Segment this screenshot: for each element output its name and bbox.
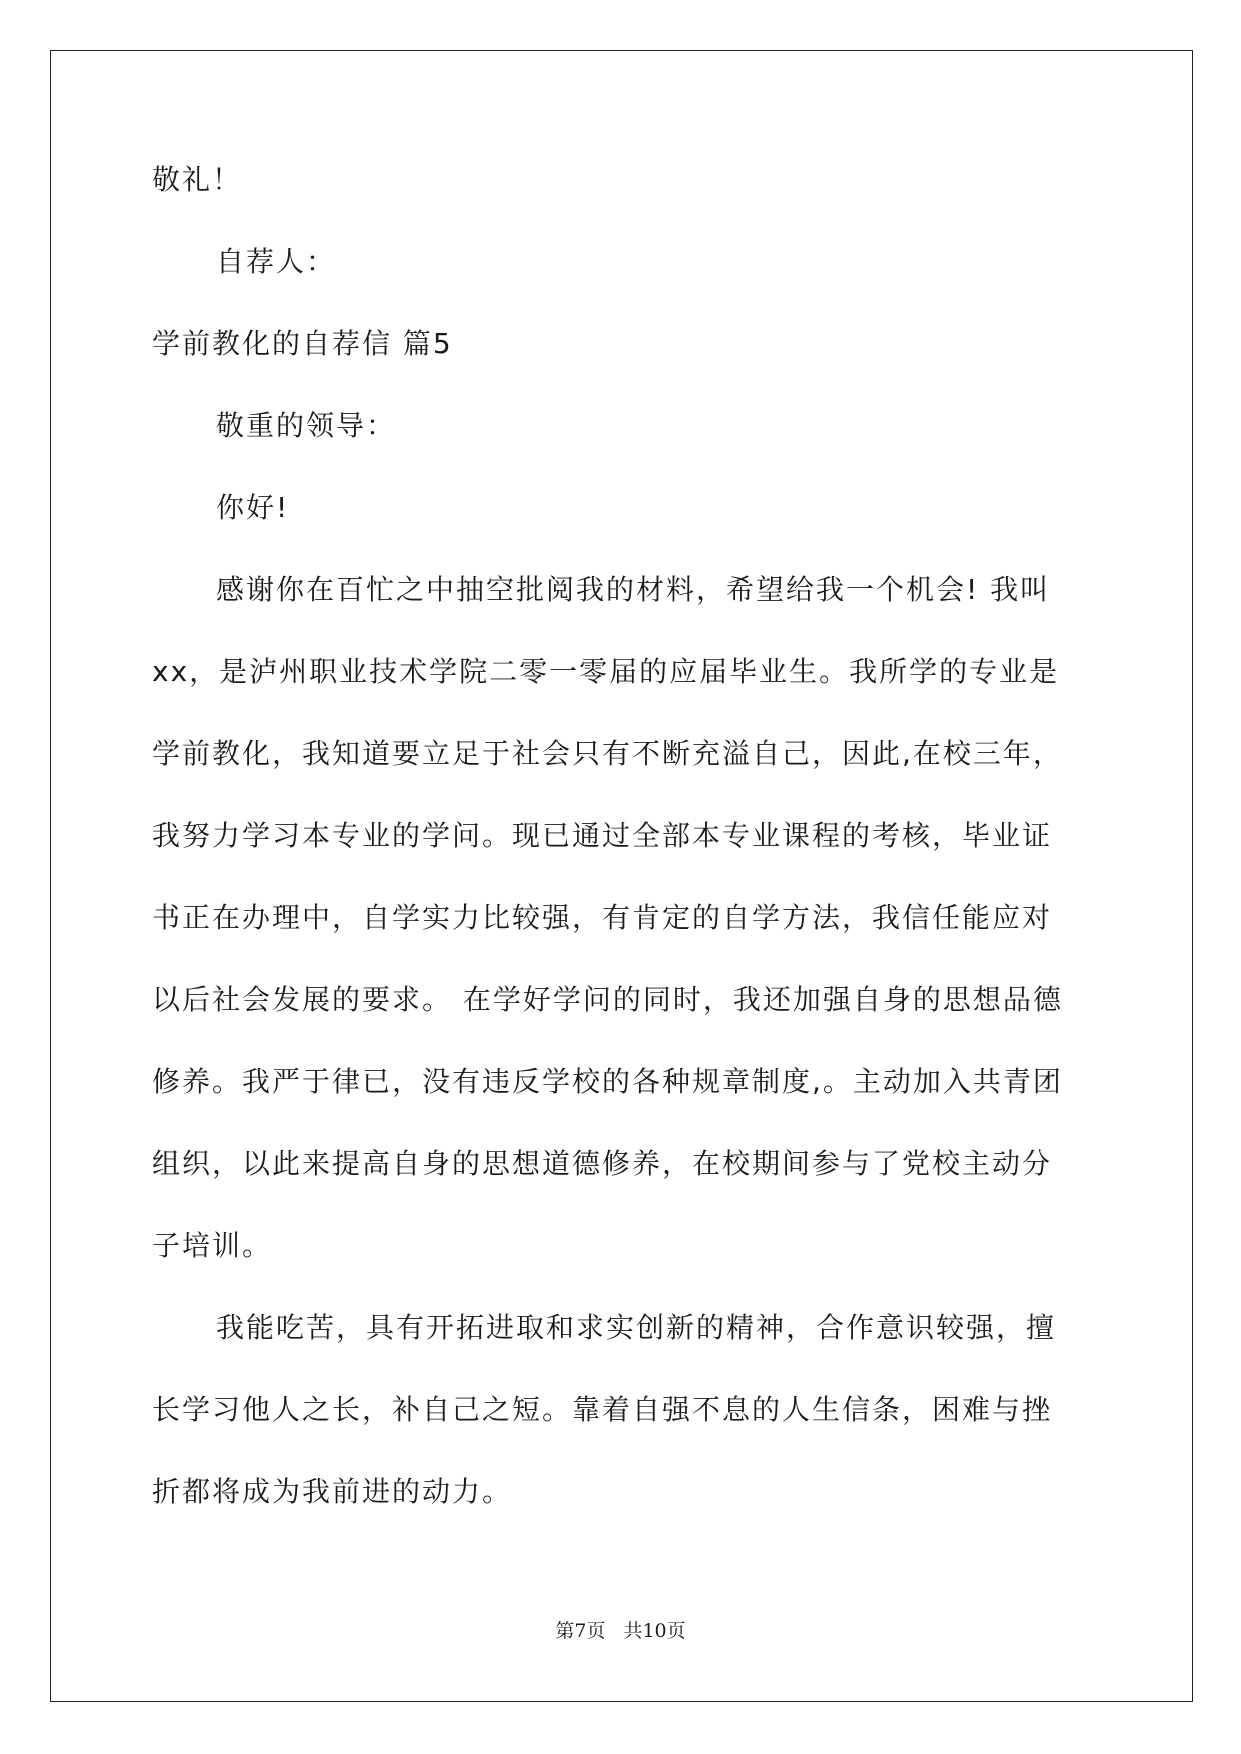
page-total: 共10页 <box>623 1620 686 1642</box>
paragraph-line: 学前教化，我知道要立足于社会只有不断充溢自己，因此,在校三年， <box>152 737 1063 770</box>
paragraph-line: 子培训。 <box>152 1229 273 1262</box>
paragraph-line: 折都将成为我前进的动力。 <box>152 1475 513 1508</box>
page-number: 第7页 <box>555 1620 606 1642</box>
section-title: 学前教化的自荐信 篇5 <box>152 327 453 360</box>
salutation: 敬重的领导： <box>216 409 397 442</box>
paragraph-line: 我努力学习本专业的学问。现已通过全部本专业课程的考核，毕业证 <box>152 819 1053 852</box>
greeting: 你好! <box>216 491 290 524</box>
paragraph-2 <box>152 1308 1092 1512</box>
paragraph-line: 长学习他人之长，补自己之短。靠着自强不息的人生信条，困难与挫 <box>152 1393 1053 1426</box>
paragraph-line: 感谢你在百忙之中抽空批阅我的材料，希望给我一个机会! 我叫 <box>216 573 1051 606</box>
paragraph-line: 书正在办理中，自学实力比较强，有肯定的自学方法，我信任能应对 <box>152 901 1053 934</box>
document-body <box>152 160 1092 1554</box>
signature-label: 自荐人： <box>216 245 337 278</box>
paragraph-line: 以后社会发展的要求。 在学好学问的同时，我还加强自身的思想品德 <box>152 983 1063 1016</box>
paragraph-1 <box>152 570 1092 1266</box>
paragraph-line: 我能吃苦，具有开拓进取和求实创新的精神，合作意识较强，擅 <box>216 1311 1057 1344</box>
closing-text: 敬礼！ <box>152 163 243 196</box>
paragraph-line: 组织，以此来提高自身的思想道德修养，在校期间参与了党校主动分 <box>152 1147 1053 1180</box>
page-footer <box>0 1616 1241 1643</box>
paragraph-line: xx，是泸州职业技术学院二零一零届的应届毕业生。我所学的专业是 <box>152 655 1060 688</box>
paragraph-line: 修养。我严于律已，没有违反学校的各种规章制度,。主动加入共青团 <box>152 1065 1063 1098</box>
